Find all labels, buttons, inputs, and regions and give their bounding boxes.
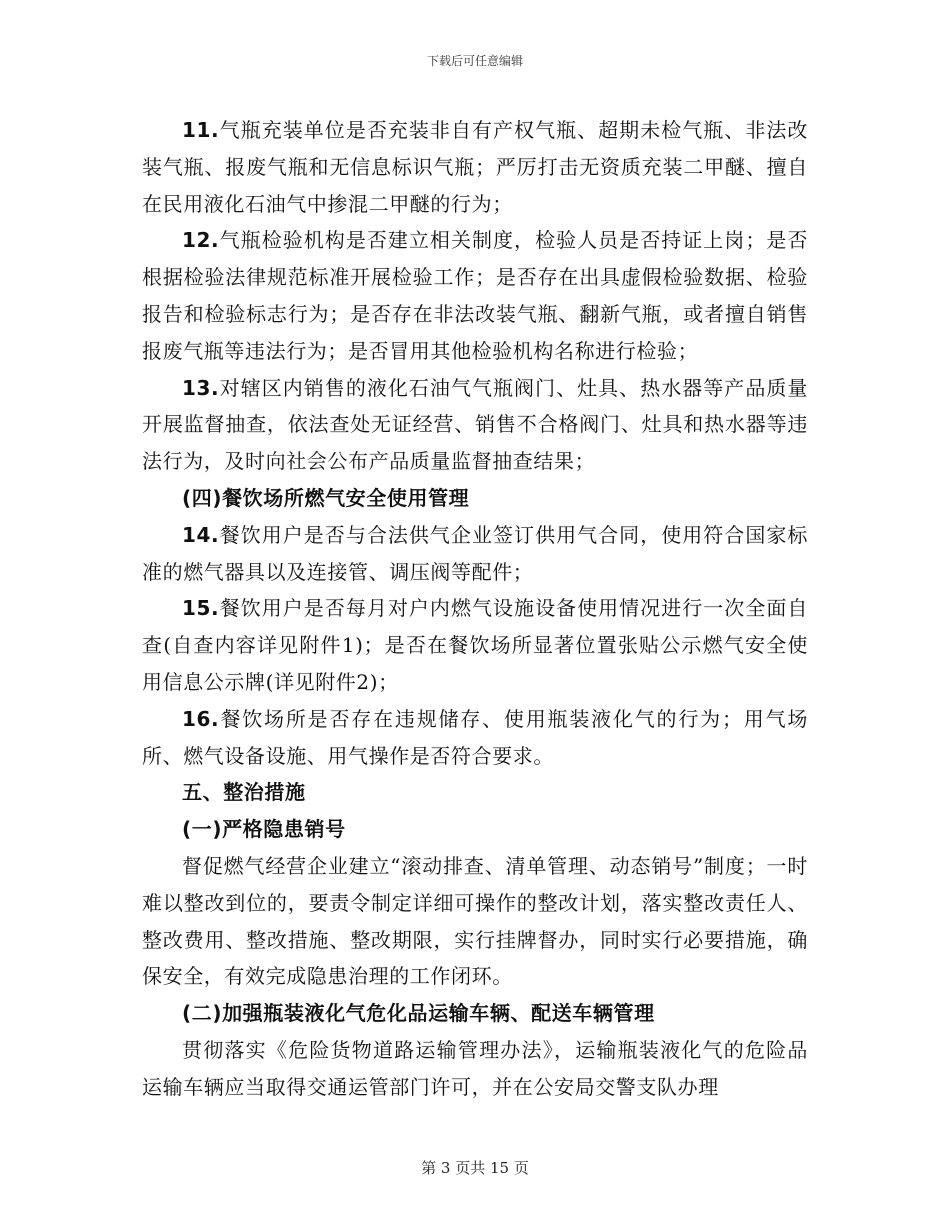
item-number: 16. [182,706,220,731]
paragraph-text: 餐饮用户是否每月对户内燃气设施设备使用情况进行一次全面自查(自查内容详见附件1)；是否在餐饮场所显著位置张贴公示燃气安全使用信息公示牌(详见附件2)； [142,596,808,694]
section-heading-four: (四)餐饮场所燃气安全使用管理 [182,485,470,510]
paragraph-13 [142,370,808,480]
paragraph-text: 餐饮场所是否存在违规储存、使用瓶装液化气的行为；用气场所、燃气设备设施、用气操作是否符合要求。 [142,706,808,768]
paragraph-hazard-closure: 督促燃气经营企业建立“滚动排查、清单管理、动态销号”制度；一时难以整改到位的，要责令制定详细可操作的整改计划，落实整改责任人、整改费用、整改措施、整改期限，实行挂牌督办，同时实行必要措施，确保安全，有效完成隐患治理的工作闭环。 [142,853,808,989]
page-header: 下载后可任意编辑 [426,54,523,68]
paragraph-text: 餐饮用户是否与合法供气企业签订供用气合同，使用符合国家标准的燃气器具以及连接管、调压阀等配件； [142,522,808,584]
section-heading-one: (一)严格隐患销号 [182,817,346,842]
item-number: 13. [182,375,220,400]
item-number: 12. [182,228,220,253]
paragraph-transport: 贯彻落实《危险货物道路运输管理办法》，运输瓶装液化气的危险品运输车辆应当取得交通运管部门许可，并在公安局交警支队办理 [142,1037,808,1099]
page-number: 第 3 页共 15 页 [421,1159,529,1177]
paragraph-16 [142,701,808,775]
item-number: 14. [182,522,220,547]
paragraph-11 [142,112,808,222]
paragraph-text: 气瓶充装单位是否充装非自有产权气瓶、超期未检气瓶、非法改装气瓶、报废气瓶和无信息标识气瓶；严厉打击无资质充装二甲醚、擅自在民用液化石油气中掺混二甲醚的行为； [142,118,808,216]
paragraph-text: 气瓶检验机构是否建立相关制度，检验人员是否持证上岗；是否根据检验法律规范标准开展检验工作；是否存在出具虚假检验数据、检验报告和检验标志行为；是否存在非法改装气瓶、翻新气瓶，或者擅自销售报废气瓶等违法行为；是否冒用其他检验机构名称进行检验； [142,228,808,363]
chapter-heading-five: 五、整治措施 [182,780,306,805]
paragraph-12 [142,222,808,369]
item-number: 11. [182,118,220,142]
paragraph-15 [142,590,808,700]
paragraph-text: 对辖区内销售的液化石油气气瓶阀门、灶具、热水器等产品质量开展监督抽查，依法查处无证经营、销售不合格阀门、灶具和热水器等违法行为，及时向社会公布产品质量监督抽查结果； [142,375,808,474]
section-heading-two: (二)加强瓶装液化气危化品运输车辆、配送车辆管理 [182,1001,655,1026]
document-body [142,112,808,1106]
paragraph-14 [142,517,808,591]
item-number: 15. [182,596,220,621]
